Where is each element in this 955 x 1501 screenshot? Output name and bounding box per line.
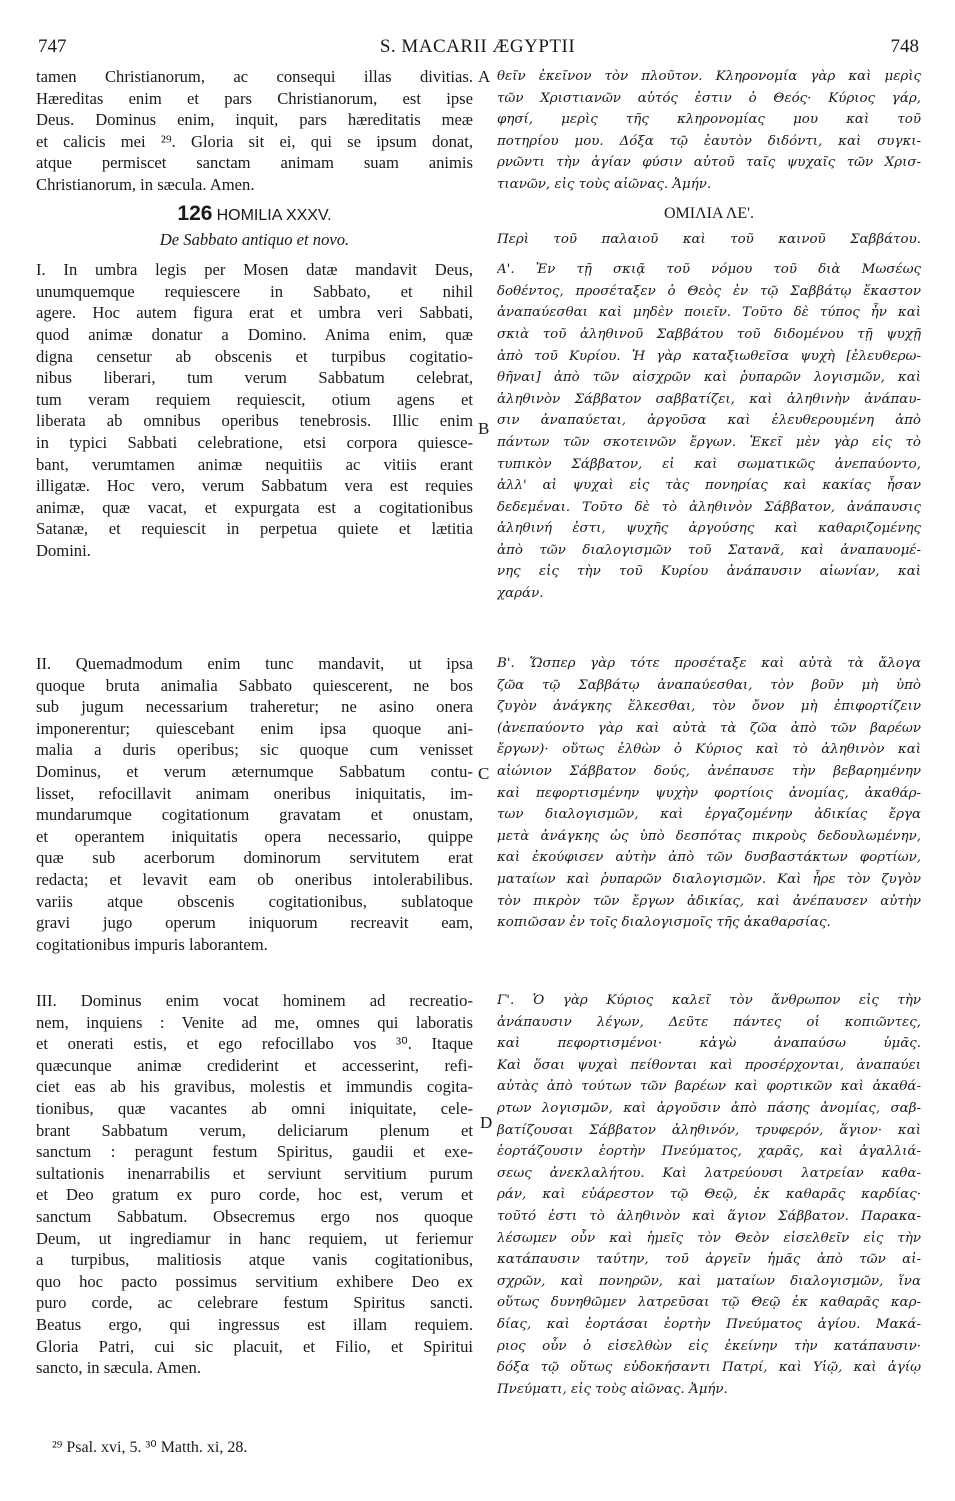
greek-line: ἀνάπαυσιν λέγων, Δεῦτε πάντες οἱ κοπιῶντες, [497, 1014, 921, 1030]
greek-column [497, 66, 921, 605]
greek-line: ράν, καὶ εὐάρεστον τῷ Θεῷ, ἐκ καθαρᾶς καρδίας· [497, 1187, 921, 1203]
latin-subtitle: De Sabbato antiquo et novo. [159, 229, 350, 249]
latin-line: unumquemque requiescere in Sabbato, et nihil [36, 281, 473, 301]
greek-line: σεως ἀνεκλαλήτου. Καὶ λατρεύουσι λατρείαν καθα- [497, 1165, 921, 1181]
greek-line: δοθέντος, προσέταξεν ὁ Θεὸς ἐν τῷ Σαββάτῳ ἕκαστον [497, 283, 921, 299]
greek-line: σιν ἀναπαύεται, ἀργοῦσα καὶ ἐλευθερουμένη ἀπὸ [497, 413, 921, 429]
running-head: S. MACARII ÆGYPTII [379, 36, 576, 57]
greek-line: ρτων λογισμῶν, καὶ ἀργοῦσιν ἀπὸ πάσης ἀνομίας, σαβ- [497, 1100, 921, 1116]
greek-line: Γ'. Ὁ γὰρ Κύριος καλεῖ τὸν ἄνθρωπον εἰς τὴν [497, 993, 921, 1008]
greek-line: των διαλογισμῶν, καὶ ἐργαζομένην ἀδικίας ἔργα [497, 807, 921, 823]
latin-line: gravi jugo operum iniquorum recreavit eam, [36, 913, 473, 933]
greek-line: νης εἰς τὴν τοῦ Κυρίου ἀνάπαυσιν αἰωνίαν, καὶ [497, 564, 921, 580]
greek-line: ματαίων καὶ ῥυπαρῶν διαλογισμῶν. Καὶ ἦρε τὸν ζυγὸν [497, 871, 921, 887]
latin-line: ciet eas ab his gravibus, molestis et immundis cogita- [36, 1077, 473, 1097]
latin-line: Hæreditas enim et pars Christianorum, est ipse [36, 88, 473, 108]
greek-line: Α'. Ἐν τῇ σκιᾷ τοῦ νόμου τοῦ διὰ Μωσέως [497, 262, 921, 278]
latin-line: quod animæ donatur a Domino. Anima enim, quæ [36, 324, 473, 344]
greek-line: ἀληθινή ἐστι, ψυχῆς ἀργούσης καὶ καθαριζομένης [497, 521, 921, 537]
greek-line: ἑορτάζουσιν ἑορτὴν Πνεύματος, χαρᾶς, καὶ ἀγαλλιά- [497, 1144, 921, 1160]
greek-line: ἔργων)· οὕτως ἐλθὼν ὁ Κύριος καὶ τὸ ἀληθινὸν καὶ [497, 742, 921, 758]
greek-line: κατάπαυσιν ταύτην, τοῦ ἀργεῖν ἡμᾶς ἀπὸ τῶν αἰ- [497, 1252, 921, 1268]
latin-line: liberata ab omnibus operibus tenebrosis. Illic enim [36, 411, 473, 431]
latin-line: sancto, in sæcula. Amen. [36, 1358, 201, 1378]
latin-line: sanctum Sabbatum. Obsecremus ergo nos quoque [36, 1206, 473, 1226]
greek-line: σχρῶν, καὶ πονηρῶν, καὶ ματαίων διαλογισμῶν, ἵνα [497, 1273, 921, 1289]
greek-line: Καὶ ὅσαι ψυχαὶ πείθονται καὶ προσέρχονται, ἀναπαύει [497, 1057, 921, 1073]
latin-paragraph-2 [36, 653, 473, 955]
greek-subtitle: Περὶ τοῦ παλαιοῦ καὶ τοῦ καινοῦ Σαββάτου. [497, 231, 921, 247]
latin-line: et Deo gratum ex puro corde, hoc est, verum et [36, 1185, 473, 1205]
greek-line: καὶ πεφορτισμένην ψυχὴν φορτίοις ἀνομίας, ἀκαθάρ- [497, 785, 921, 801]
latin-line: atque permiscet sanctam animam suam animis [36, 153, 473, 173]
greek-line: θεῖν ἐκεῖνον τὸν πλοῦτον. Κληρονομία γὰρ καὶ μερὶς [497, 69, 921, 84]
margin-marker-d: D [480, 1113, 493, 1132]
greek-line: δεδεμέναι. Τοῦτο δὲ τὸ ἀληθινὸν Σάββατον, ἀνάπαυσις [497, 499, 921, 515]
greek-paragraph-1 [497, 259, 921, 605]
greek-homily-title: ΟΜΙΛΙΑ ΛΕ'. [663, 204, 755, 222]
page-number-left: 747 [38, 36, 67, 57]
latin-line: Dominus, et verum æternumque Sabbatum contu- [36, 761, 473, 781]
greek-line: μετὰ ἀνάγκης ὡς ὑπὸ δεσπότας πικροὺς δεδουλωμένην, [497, 828, 921, 844]
latin-line: digna censetur ab obscenis et turpibus cogitatio- [36, 346, 473, 366]
latin-line: quoque bruta animalia Sabbato quiescerent, ne bos [36, 675, 473, 695]
greek-line: δόξα τῷ οὕτως εὐδοκήσαντι Πατρί, καὶ Υἱῷ, καὶ ἁγίῳ [497, 1360, 921, 1376]
latin-line: tamen Christianorum, ac consequi illas divitias. [36, 67, 473, 86]
latin-line: mundarumque cogitationum gravatam et onustam, [36, 805, 473, 825]
greek-line: κοπιῶσαν ἐν τοῖς διαλογισμοῖς τῆς ἀκαθαρσίας. [497, 915, 831, 931]
latin-line: III. Dominus enim vocat hominem ad recreatio- [36, 991, 473, 1010]
latin-line: I. In umbra legis per Mosen datæ mandavit Deus, [36, 260, 473, 280]
greek-line: δίας, καὶ ἑορτάσαι ἑορτὴν Πνεύματος ἁγίου. Μακά- [497, 1316, 921, 1332]
greek-paragraph-2 [497, 653, 921, 934]
latin-paragraph-3 [36, 990, 473, 1379]
greek-line: ρνῶντι τὴν ἁγίαν φύσιν αὐτοῦ ταῖς ψυχαῖς τῶν Χρισ- [497, 155, 921, 171]
greek-line: (ἀνεπαύοντο γὰρ καὶ αὐτὰ τὰ ζῶα ἀπὸ τῶν βαρέων [497, 720, 921, 736]
greek-line: Πνεύματι, εἰς τοὺς αἰῶνας. Ἀμήν. [497, 1381, 728, 1397]
latin-line: variis atque obscenis cogitationibus, sublatoque [36, 891, 473, 911]
greek-line: ἀναπαύεσθαι καὶ μηδὲν ποιεῖν. Τοῦτο δὲ τύπος ἦν καὶ [497, 305, 921, 321]
latin-line: puro corde, ac celebrare festum Spiritus sancti. [36, 1293, 473, 1313]
greek-line: αὐτὰς ἀπὸ τούτων τῶν βαρέων καὶ φορτικῶν καὶ ἀκαθά- [497, 1079, 921, 1095]
latin-line: illigatæ. Hoc vero, verum Sabbatum vera est requies [36, 476, 473, 496]
latin-line: redacta; et levavit eam ob oneribus intolerabilibus. [36, 869, 473, 889]
latin-line: in typici Sabbati celebratione, etsi corpora quiesce- [36, 432, 473, 452]
latin-line: Deus. Dominus enim, inquit, pars hæreditatis meæ [36, 110, 473, 130]
latin-line: II. Quemadmodum enim tunc mandavit, ut ipsa [36, 654, 473, 673]
latin-line: Deum, ut ingrediamur in hanc requiem, ut feriemur [36, 1228, 473, 1248]
latin-homily-title: HOMILIA XXXV. [216, 206, 332, 224]
latin-line: et onerati estis, et ego refocillabo vos ³⁰. Itaque [36, 1034, 473, 1054]
margin-marker-c: C [478, 764, 490, 783]
latin-line: tum veram requiem requiescit, otium agens et [36, 389, 473, 409]
latin-line: quo hoc pacto possimus servitium exhibere Deo ex [36, 1271, 473, 1291]
latin-column [36, 66, 473, 561]
page-number-right: 748 [890, 36, 919, 57]
greek-line: φησί, μερὶς τῆς κληρονομίας μου καὶ τοῦ [497, 112, 921, 128]
latin-line: cogitationibus impuris laborantem. [36, 934, 268, 954]
homily-number: 126 [177, 201, 213, 225]
greek-line: ζῶα τῷ Σαββάτῳ ἀναπαύεσθαι, τὸν βοῦν μὴ ὑπὸ [497, 677, 921, 693]
latin-line: bant, verumtamen animæ nequitiis ac vitiis erant [36, 454, 473, 474]
greek-line: καὶ πεφορτισμένοι· κἀγὼ ἀναπαύσω ὑμᾶς. [497, 1036, 921, 1052]
greek-line: ἀληθινὸν Σάββατον σαββατίζει, καὶ ἀληθινὴν ἀνάπαυ- [497, 391, 921, 407]
latin-line: malia a duris operibus; sic quoque cum venisset [36, 740, 473, 760]
greek-line: βατίζουσαι Σάββατον ἀληθινόν, τρυφερόν, ἅγιον· καὶ [497, 1122, 921, 1138]
greek-line: τῶν Χριστιανῶν αὐτός ἐστιν ὁ Θεός· Κύριος γάρ, [497, 90, 921, 106]
greek-line: λέσωμεν οὖν καὶ ἡμεῖς τὸν Θεὸν εἰσελθεῖν εἰς τὴν [497, 1230, 921, 1246]
greek-line: τοῦτό ἐστι τὸ ἀληθινὸν καὶ ἅγιον Σάββατον. Παρακα- [497, 1208, 921, 1224]
latin-line: brant Sabbatum verum, deliciarum plenum et [36, 1120, 473, 1140]
latin-line: Beatus ergo, qui ingressus est illam requiem. [36, 1314, 473, 1334]
greek-paragraph-3 [497, 990, 921, 1400]
greek-line: ζυγὸν ἀνάγκης ἕλκεσθαι, τὸν ὄνον μὴ ἐπιφορτίζειν [497, 699, 921, 715]
latin-line: sub jugum necessarium traheretur; ne asino onera [36, 697, 473, 717]
margin-marker-b: B [478, 419, 490, 438]
greek-line: ἀλλ' αἱ ψυχαὶ εἰς τὰς πονηρίας καὶ κακίας ἦσαν [497, 478, 921, 494]
greek-line: τιανῶν, εἰς τοὺς αἰῶνας. Ἀμήν. [497, 176, 712, 192]
greek-line: ριος οὖν ὁ εἰσελθὼν εἰς ἐκείνην τὴν κατάπαυσιν· [497, 1338, 921, 1354]
footnotes: ²⁹ Psal. xvi, 5. ³⁰ Matth. xi, 28. [52, 1439, 248, 1456]
greek-line: θῆναι] ἀπὸ τῶν αἰσχρῶν καὶ ῥυπαρῶν λογισμῶν, καὶ [497, 370, 921, 386]
greek-line: Β'. Ὥσπερ γὰρ τότε προσέταξε καὶ αὐτὰ τὰ ἄλογα [497, 656, 921, 671]
latin-line: tionibus, quæ vacantes ab omni iniquitate, cele- [36, 1098, 473, 1118]
latin-line: et operantem iniquitatis opera necessario, quippe [36, 826, 473, 846]
latin-line: quæcunque animæ crediderint et accesserint, refi- [36, 1055, 473, 1075]
greek-line: ἀπὸ τοῦ Κυρίου. Ἡ γὰρ καταξιωθεῖσα ψυχὴ [ἐλευθερω- [497, 348, 921, 364]
greek-line: πάντων τῶν σκοτεινῶν ἔργων. Ἐκεῖ μὲν γὰρ εἰς τὸ [497, 434, 921, 450]
page-header [0, 36, 955, 60]
latin-line: Christianorum, in sæcula. Amen. [36, 174, 255, 194]
greek-line: χαράν. [497, 586, 544, 602]
latin-homily-heading [36, 203, 473, 227]
latin-top-text [36, 66, 473, 196]
latin-line: sanctum : peragunt festum Spiritus, gaudii et exe- [36, 1142, 473, 1162]
latin-line: nibus liberari, tum verum Sabbatum celebrat, [36, 368, 473, 388]
latin-paragraph-1 [36, 259, 473, 561]
latin-line: et calicis mei ²⁹. Gloria sit ei, qui se ipsum donat, [36, 131, 473, 151]
latin-line: quæ sub acerborum dominorum servitutem erat [36, 848, 473, 868]
latin-line: lisset, refocillavit animam oneribus iniquitatis, im- [36, 783, 473, 803]
latin-line: a turpibus, malitiosis atque vanis cogitationibus, [36, 1250, 473, 1270]
latin-line: imponerentur; quiescebant enim ipsa quoque ani- [36, 718, 473, 738]
latin-line: nem, inquiens : Venite ad me, omnes qui laboratis [36, 1012, 473, 1032]
greek-line: οὕτως δυνηθῶμεν λατρεῦσαι τῷ Θεῷ ἐκ καθαρᾶς καρ- [497, 1295, 921, 1311]
latin-line: Gloria Patri, cui sic placuit, et Filio, et Spiritui [36, 1336, 473, 1356]
greek-line: αἰώνιον Σάββατον δούς, ἀνέπαυσε τὴν βεβαρημένην [497, 763, 921, 779]
greek-line: ἀπὸ τῶν διαλογισμῶν τοῦ Σατανᾶ, καὶ ἀναπαυομέ- [497, 542, 921, 558]
greek-line: ποτηρίου μου. Δόξα τῷ ἑαυτὸν διδόντι, καὶ συγκι- [497, 133, 921, 149]
greek-line: τυπικὸν Σάββατον, εἰ καὶ σωματικῶς ἀνεπαύοντο, [497, 456, 921, 472]
latin-line: Satanæ, et requiescit in perpetua quiete et lætitia [36, 519, 473, 539]
latin-line: sultationis inenarrabilis et serviunt servitium purum [36, 1163, 473, 1183]
latin-line: Domini. [36, 540, 91, 560]
latin-line: animæ, quæ vacat, et expurgata est a cogitationibus [36, 497, 473, 517]
greek-line: καὶ ἐκούφισεν αὐτὴν ἀπὸ τῶν δυσβαστάκτων φορτίων, [497, 850, 921, 866]
latin-line: agere. Hoc autem figura erat et umbra veri Sabbati, [36, 303, 473, 323]
greek-line: τὸν πικρὸν τῶν ἔργων ἀδικίας, καὶ ἀνέπαυσεν αὐτὴν [497, 893, 921, 909]
margin-marker-a: A [478, 67, 491, 86]
greek-line: σκιὰ τοῦ ἀληθινοῦ Σαββάτου τοῦ διδομένου τῇ ψυχῇ [497, 326, 921, 342]
